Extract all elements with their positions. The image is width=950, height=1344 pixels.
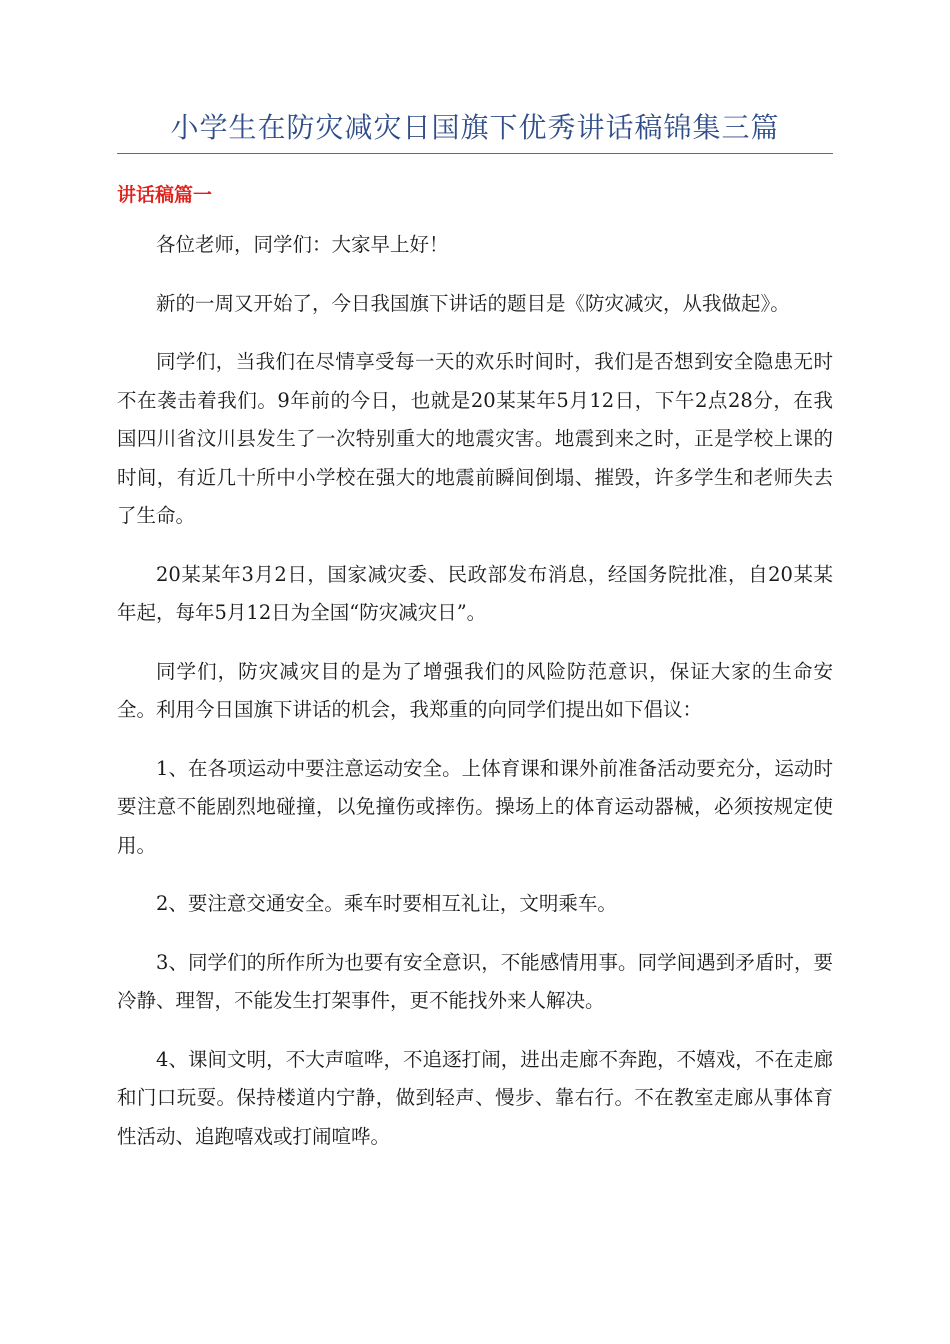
paragraph-topic: 新的一周又开始了，今日我国旗下讲话的题目是《防灾减灾，从我做起》。 <box>156 291 790 315</box>
section-heading: 讲话稿篇一 <box>117 184 213 206</box>
paragraph-purpose: 同学们，防灾减灾目的是为了增强我们的风险防范意识，保证大家的生命安全。利用今日国旗下讲话的机会，我郑重的向同学们提出如下倡议： <box>117 659 833 721</box>
paragraph-disaster-day: 20某某年3月2日，国家减灾委、民政部发布消息，经国务院批准，自20某某年起，每年5月12日为全国“防灾减灾日”。 <box>117 562 833 624</box>
paragraph-item-4: 4、课间文明，不大声喧哗，不追逐打闹，进出走廊不奔跑，不嬉戏，不在走廊和门口玩耍。保持楼道内宁静，做到轻声、慢步、靠右行。不在教室走廊从事体育性活动、追跑嘻戏或打闹喧哗。 <box>117 1047 833 1148</box>
paragraph-greeting: 各位老师，同学们：大家早上好！ <box>156 233 449 256</box>
paragraph-item-3: 3、同学们的所作所为也要有安全意识，不能感情用事。同学间遇到矛盾时，要冷静、理智，不能发生打架事件，更不能找外来人解决。 <box>117 950 833 1012</box>
paragraph-item-1: 1、在各项运动中要注意运动安全。上体育课和课外前准备活动要充分，运动时要注意不能剧烈地碰撞，以免撞伤或摔伤。操场上的体育运动器械，必须按规定使用。 <box>117 756 833 857</box>
title-underline <box>117 153 833 154</box>
document-body <box>117 226 833 1176</box>
paragraph-item-2: 2、要注意交通安全。乘车时要相互礼让，文明乘车。 <box>156 892 617 915</box>
paragraph-earthquake: 同学们，当我们在尽情享受每一天的欢乐时间时，我们是否想到安全隐患无时不在袭击着我们。9年前的今日，也就是20某某年5月12日，下午2点28分，在我国四川省汶川县发生了一次特别重大的地震灾害。地震到来之时，正是学校上课的时间，有近几十所中小学校在强大的地震前瞬间倒塌、摧毁，许多学生和老师失去了生命。 <box>117 350 833 527</box>
document-title: 小学生在防灾减灾日国旗下优秀讲话稿锦集三篇 <box>170 111 780 144</box>
